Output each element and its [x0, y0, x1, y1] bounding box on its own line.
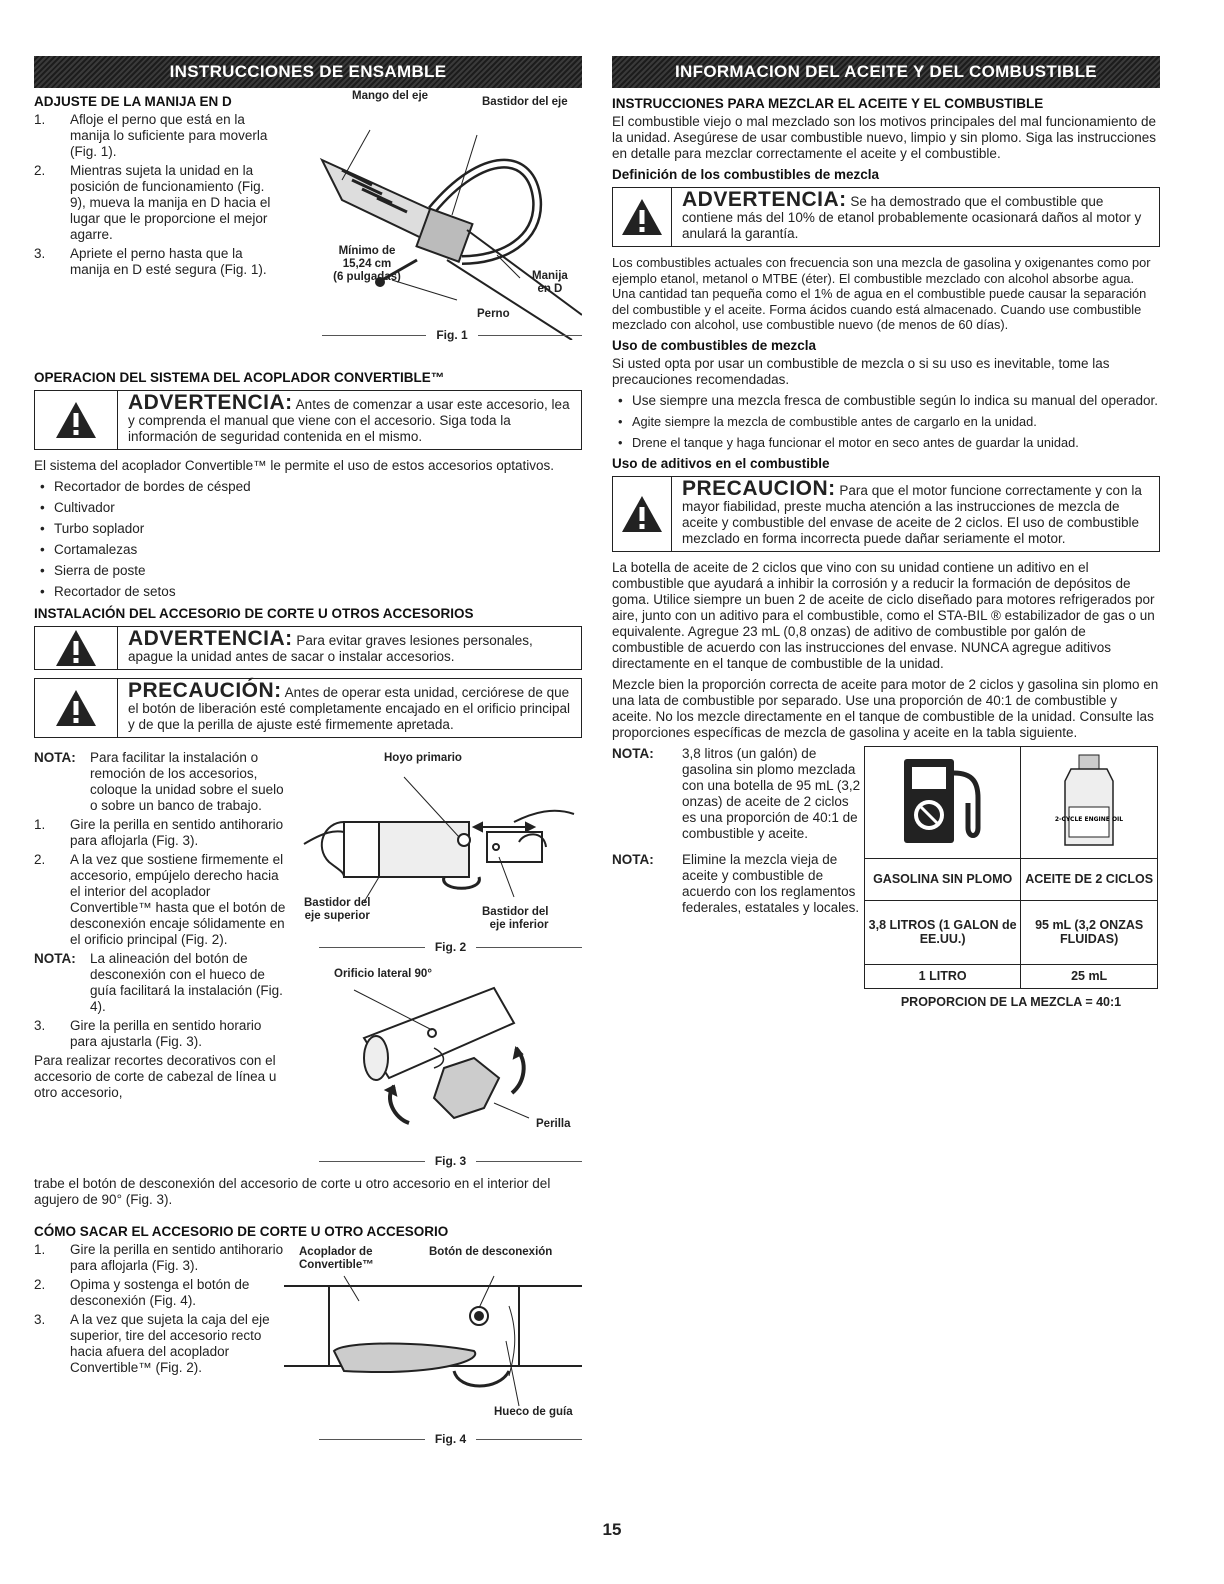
- fig1-label-bastidor: Bastidor del eje: [482, 96, 568, 108]
- mezclar-text: El combustible viejo o mal mezclado son los motivos principales del mal funcionamiento de la unidad. Asegúrese de usar combustible nuevo, limpio y sin plomo. Siga las instrucciones en detalle para mezclar correctamente el aceite y el combustible.: [612, 114, 1157, 161]
- mix-ratio-table: [864, 746, 1158, 989]
- adjuste-title: ADJUSTE DE LA MANIJA EN D: [34, 94, 232, 109]
- definicion-text: Los combustibles actuales con frecuencia son una mezcla de gasolina y oxigenantes como por ejemplo etanol, metanol o MTBE (éter). El combustible mezclado con alcohol absorbe agua. Una cantidad tan pequeña como el 1% de agua en el combustible puede causar la separación del combustible y el aceite. Forma ácidos cuando está almacenado. Cuando use combustible mezclado con alcohol, use combustible nuevo (de menos de 60 días).: [612, 255, 1151, 332]
- figure-1: [282, 90, 582, 360]
- caution-text: PRECAUCIÓN: Antes de operar esta unidad, cerciórese de que el botón de liberación esté completamente encajado en el orificio principal y de que la perilla de ajuste esté firmemente apretada.: [128, 679, 571, 732]
- list-item: 1. Gire la perilla en sentido antihorario para aflojarla (Fig. 3).: [34, 1242, 284, 1273]
- right-column: [612, 56, 1160, 1026]
- instalacion-steps-b: [34, 1018, 286, 1050]
- fig1-caption: Fig. 1: [322, 328, 582, 342]
- fig4-caption: Fig. 4: [319, 1432, 582, 1446]
- figure-2: [284, 752, 582, 952]
- bottle-label: 2-CYCLE ENGINE OIL: [1055, 815, 1124, 823]
- warning-triangle-icon: [35, 627, 118, 669]
- fig3-label-perilla: Perilla: [536, 1118, 571, 1130]
- warning-triangle-icon: [35, 391, 118, 449]
- list-item: • Cultivador: [34, 500, 582, 516]
- warning-box-operacion: [34, 390, 582, 450]
- list-item: • Agite siempre la mezcla de combustible antes de cargarlo en la unidad.: [612, 414, 1160, 430]
- figure-3: [284, 968, 582, 1168]
- fig4-label-hueco: Hueco de guía: [494, 1406, 573, 1418]
- fig3-label-orificio: Orificio lateral 90°: [334, 968, 432, 980]
- nota-eliminar: NOTA: Elimine la mezcla vieja de aceite y combustible de acuerdo con los reglamentos federales, estatales y locales.: [612, 851, 860, 915]
- nota-proporcion: NOTA: 3,8 litros (un galón) de gasolina sin plomo mezclada con una botella de 95 mL (3,2 onzas) de aceite de 2 ciclos es una proporción de 40:1 de combustible y aceite.: [612, 745, 861, 841]
- caution-text: PRECAUCION: Para que el motor funcione correctamente y con la mayor fiabilidad, preste mucha atención a las instrucciones de mezcla de aceite y combustible del envase de aceite de 2 ciclos. El uso de combustible mezclado en forma incorrecta puede dañar seriamente el motor.: [682, 476, 1142, 546]
- mezcla-section: [612, 746, 1160, 1026]
- operacion-title: OPERACION DEL SISTEMA DEL ACOPLADOR CONVERTIBLE™: [34, 370, 445, 385]
- table-header-aceite: ACEITE DE 2 CICLOS: [1021, 858, 1158, 900]
- mix-ratio-caption: PROPORCION DE LA MEZCLA = 40:1: [900, 994, 1122, 1009]
- list-item: • Cortamalezas: [34, 542, 582, 558]
- aditivos-title: Uso de aditivos en el combustible: [612, 455, 830, 471]
- fig1-label-perno: Perno: [477, 308, 510, 320]
- section-header-ensamble: INSTRUCCIONES DE ENSAMBLE: [34, 56, 582, 88]
- nota-alineacion: NOTA: La alineación del botón de desconexión con el hueco de guía facilitará la instalación (Fig. 4).: [34, 951, 283, 1014]
- fig4-label-acoplador: Acoplador de Convertible™: [299, 1246, 374, 1271]
- caution-box-aditivos: [612, 476, 1160, 552]
- uso-list: [612, 393, 1160, 451]
- list-item: 3. A la vez que sujeta la caja del eje superior, tire del accesorio recto hacia afuera del acoplador Convertible™ (Fig. 2).: [34, 1312, 270, 1375]
- fig4-label-boton: Botón de desconexión: [429, 1246, 553, 1258]
- section-header-aceite: INFORMACION DEL ACEITE Y DEL COMBUSTIBLE: [612, 56, 1160, 88]
- left-column: [34, 56, 582, 1462]
- warning-triangle-icon: [35, 679, 118, 737]
- nota-instalacion: NOTA: Para facilitar la instalación o remoción de los accesorios, coloque la unidad sobre el suelo o sobre un banco de trabajo.: [34, 750, 284, 813]
- table-cell: 3,8 LITROS (1 GALON de EE.UU.): [865, 900, 1021, 964]
- mezcle-text: Mezcle bien la proporción correcta de aceite para motor de 2 ciclos y gasolina sin plomo en una lata de combustible por separado. Use una proporción de 40:1 de combustible y aceite. No los mezcle directamente en el tanque de combustible de la unidad. Consulte las proporciones específicas de mezcla de gasolina y aceite en la tabla siguiente.: [612, 676, 1159, 740]
- list-item: • Turbo soplador: [34, 521, 582, 537]
- fuel-pump-icon: [865, 746, 1021, 858]
- table-cell: 25 mL: [1021, 964, 1158, 988]
- list-item: • Use siempre una mezcla fresca de combustible según lo indica su manual del operador.: [612, 393, 1160, 409]
- list-item: 3. Gire la perilla en sentido horario para ajustarla (Fig. 3).: [34, 1018, 262, 1049]
- instalacion-body: [34, 746, 582, 1220]
- list-item: 2. Opima y sostenga el botón de desconexión (Fig. 4).: [34, 1277, 250, 1308]
- oil-bottle-icon: [1021, 746, 1158, 858]
- sacar-section: [34, 1242, 582, 1462]
- fig3-caption: Fig. 3: [319, 1154, 582, 1168]
- warning-box-etanol: [612, 187, 1160, 247]
- fig2-caption: Fig. 2: [319, 940, 582, 954]
- list-item: 1. Afloje el perno que está en la manija lo suficiente para moverla (Fig. 1).: [34, 112, 268, 159]
- operacion-intro: El sistema del acoplador Convertible™ le permite el uso de estos accesorios optativos.: [34, 458, 555, 473]
- table-cell: 95 mL (3,2 ONZAS FLUIDAS): [1021, 900, 1158, 964]
- caution-box-instalacion: [34, 678, 582, 738]
- fig1-label-minimo: Mínimo de 15,24 cm (6 pulgadas): [333, 245, 401, 283]
- table-cell: 1 LITRO: [865, 964, 1021, 988]
- decorativos-text: Para realizar recortes decorativos con el accesorio de corte de cabezal de línea u otro accesorio,: [34, 1053, 277, 1100]
- table-header-gasolina: GASOLINA SIN PLOMO: [865, 858, 1021, 900]
- figure-4: [284, 1246, 582, 1460]
- list-item: • Sierra de poste: [34, 563, 582, 579]
- list-item: • Recortador de setos: [34, 584, 582, 600]
- list-item: 2. A la vez que sostiene firmemente el accesorio, empújelo derecho hacia el interior del acoplador Convertible™ hasta que el botón de desconexión encaje sólidamente en el orificio principal (Fig. 2).: [34, 852, 286, 947]
- definicion-title: Definición de los combustibles de mezcla: [612, 167, 880, 182]
- warning-text: ADVERTENCIA: Antes de comenzar a usar este accesorio, lea y comprenda el manual que viene con el accesorio. Siga toda la información de seguridad contenida en el mismo.: [128, 391, 570, 444]
- sacar-steps: [34, 1242, 284, 1379]
- warning-text: ADVERTENCIA: Se ha demostrado que el combustible que contiene más del 10% de etanol probablemente ocasionará daños al motor y anulará la garantía.: [682, 188, 1142, 241]
- uso-title: Uso de combustibles de mezcla: [612, 337, 817, 353]
- fig2-label-superior: Bastidor del eje superior: [304, 897, 371, 922]
- fig1-label-mango: Mango del eje: [352, 90, 429, 102]
- list-item: 1. Gire la perilla en sentido antihorario para aflojarla (Fig. 3).: [34, 817, 284, 848]
- accesorios-list: [34, 479, 582, 600]
- fig2-label-inferior: Bastidor del eje inferior: [482, 906, 549, 931]
- decorativos-text-cont: trabe el botón de desconexión del accesorio de corte u otro accesorio en el interior del agujero de 90° (Fig. 3).: [34, 1176, 551, 1207]
- d-handle-illustration: [282, 90, 582, 340]
- mezclar-title: INSTRUCCIONES PARA MEZCLAR EL ACEITE Y EL COMBUSTIBLE: [612, 96, 1044, 111]
- knob-illustration: [284, 968, 582, 1138]
- sacar-title: CÓMO SACAR EL ACCESORIO DE CORTE U OTRO ACCESORIO: [34, 1224, 449, 1239]
- list-item: 2. Mientras sujeta la unidad en la posición de funcionamiento (Fig. 9), mueva la manija en D hacia el lugar que le proporcione el mejor agarre.: [34, 163, 271, 242]
- list-item: 3. Apriete el perno hasta que la manija en D esté segura (Fig. 1).: [34, 246, 267, 277]
- fig1-label-manija: Manija en D: [532, 270, 568, 295]
- instalacion-title: INSTALACIÓN DEL ACCESORIO DE CORTE U OTROS ACCESORIOS: [34, 606, 474, 621]
- warning-triangle-icon: [613, 188, 672, 246]
- list-item: • Recortador de bordes de césped: [34, 479, 582, 495]
- warning-text: ADVERTENCIA: Para evitar graves lesiones personales, apague la unidad antes de sacar o instalar accesorios.: [128, 627, 533, 664]
- mix-table-wrap: [864, 746, 1158, 1009]
- adjuste-steps: [34, 112, 282, 278]
- adjuste-section: [34, 88, 582, 364]
- warning-box-instalacion: [34, 626, 582, 670]
- aditivos-text: La botella de aceite de 2 ciclos que vino con su unidad contiene un aditivo en el combustible que ayudará a inhibir la corrosión y a reducir la formación de depósitos de goma. Utilice siempre un buen 2 de aceite de ciclo diseñado para motores refrigerados por aire, junto con un aditivo para el combustible, como el STA-BIL ® estabilizador de gas o un equivalente. Agregue 23 mL (0,8 onzas) de aditivo de combustible por galón de combustible de acuerdo con las instrucciones del envase. NUNCA agregue aditivos directamente en el tanque de combustible de la unidad.: [612, 559, 1155, 671]
- warning-triangle-icon: [613, 477, 672, 551]
- uso-text: Si usted opta por usar un combustible de mezcla o si su uso es inevitable, tome las precauciones recomendadas.: [612, 355, 1110, 387]
- fig2-label-hoyo: Hoyo primario: [384, 752, 462, 764]
- instalacion-steps-a: [34, 817, 286, 948]
- page-number: 15: [602, 1520, 622, 1539]
- list-item: • Drene el tanque y haga funcionar el motor en seco antes de guardar la unidad.: [612, 435, 1160, 451]
